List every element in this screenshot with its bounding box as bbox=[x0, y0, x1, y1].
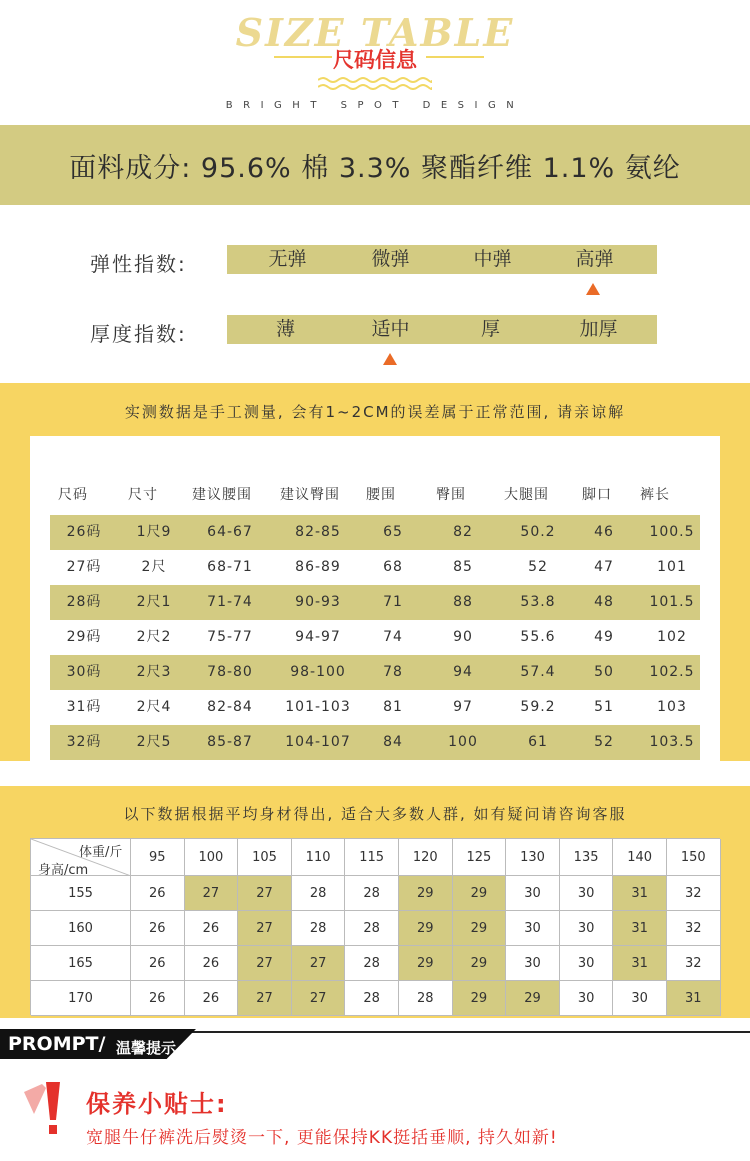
table-cell: 51 bbox=[594, 699, 614, 715]
table-cell: 1尺9 bbox=[136, 524, 172, 540]
elasticity-option: 高弹 bbox=[575, 248, 614, 270]
elasticity-option: 微弹 bbox=[371, 248, 410, 270]
size-recommendation-cell: 30 bbox=[560, 876, 614, 911]
weight-header-cell: 130 bbox=[506, 839, 560, 876]
height-row-header: 160 bbox=[31, 911, 131, 946]
table-cell: 2尺2 bbox=[136, 629, 172, 645]
size-recommendation-cell: 26 bbox=[131, 911, 185, 946]
thickness-option: 适中 bbox=[371, 318, 410, 340]
size-recommendation-cell: 31 bbox=[667, 981, 721, 1016]
size-recommendation-cell: 31 bbox=[613, 876, 667, 911]
table-cell: 101-103 bbox=[285, 699, 351, 715]
table-cell: 53.8 bbox=[520, 594, 556, 610]
table-row bbox=[50, 585, 700, 620]
column-header: 建议臀围 bbox=[280, 487, 340, 503]
size-recommendation-cell: 31 bbox=[613, 911, 667, 946]
weight-header-cell: 150 bbox=[667, 839, 721, 876]
size-table-title: SIZE TABLE bbox=[235, 10, 515, 55]
size-recommendation-cell: 27 bbox=[292, 946, 346, 981]
table-cell: 2尺5 bbox=[136, 734, 172, 750]
weight-header-cell: 100 bbox=[185, 839, 239, 876]
wave-decoration bbox=[318, 76, 432, 90]
weight-header-cell: 105 bbox=[238, 839, 292, 876]
table-cell: 97 bbox=[453, 699, 473, 715]
table-cell: 78 bbox=[383, 664, 403, 680]
table-cell: 47 bbox=[594, 559, 614, 575]
table-cell: 74 bbox=[383, 629, 403, 645]
table-cell: 98-100 bbox=[290, 664, 346, 680]
weight-header-cell: 125 bbox=[453, 839, 507, 876]
column-header: 裤长 bbox=[640, 487, 670, 503]
care-tips-text: 宽腿牛仔裤洗后熨烫一下, 更能保持KK挺括垂顺, 持久如新! bbox=[86, 1128, 558, 1148]
size-recommendation-cell: 27 bbox=[292, 981, 346, 1016]
size-table-header bbox=[50, 478, 700, 513]
size-info-subtitle: 尺码信息 bbox=[333, 48, 417, 72]
table-cell: 85-87 bbox=[207, 734, 253, 750]
table-cell: 90-93 bbox=[295, 594, 341, 610]
table-cell: 81 bbox=[383, 699, 403, 715]
table-row bbox=[50, 690, 700, 725]
table-cell: 68 bbox=[383, 559, 403, 575]
height-row-header: 170 bbox=[31, 981, 131, 1016]
column-header: 脚口 bbox=[582, 487, 612, 503]
table-cell: 52 bbox=[594, 734, 614, 750]
header bbox=[0, 0, 750, 125]
elasticity-indicator-arrow bbox=[586, 283, 600, 295]
size-recommendation-cell: 29 bbox=[399, 946, 453, 981]
size-recommendation-cell: 27 bbox=[238, 911, 292, 946]
fabric-composition: 面料成分: 95.6% 棉 3.3% 聚酯纤维 1.1% 氨纶 bbox=[0, 125, 750, 205]
thickness-option: 加厚 bbox=[579, 318, 618, 340]
table-cell: 100 bbox=[448, 734, 478, 750]
exclamation-icon bbox=[20, 1080, 70, 1140]
prompt-heading-cn: 温馨提示 bbox=[116, 1039, 177, 1057]
table-cell: 57.4 bbox=[520, 664, 556, 680]
height-row-header: 155 bbox=[31, 876, 131, 911]
size-recommendation-cell: 30 bbox=[560, 946, 614, 981]
table-cell: 55.6 bbox=[520, 629, 556, 645]
size-recommendation-cell: 27 bbox=[238, 876, 292, 911]
table-row bbox=[50, 655, 700, 690]
size-recommendation-cell: 29 bbox=[453, 876, 507, 911]
table-cell: 90 bbox=[453, 629, 473, 645]
weight-header-cell: 110 bbox=[292, 839, 346, 876]
size-recommendation-cell: 26 bbox=[185, 981, 239, 1016]
table-cell: 50 bbox=[594, 664, 614, 680]
elasticity-scale bbox=[227, 245, 657, 274]
size-recommendation-cell: 29 bbox=[453, 946, 507, 981]
table-cell: 65 bbox=[383, 524, 403, 540]
size-recommendation-cell: 29 bbox=[399, 876, 453, 911]
table-cell: 48 bbox=[594, 594, 614, 610]
weight-header-cell: 115 bbox=[345, 839, 399, 876]
table-cell: 94 bbox=[453, 664, 473, 680]
size-recommendation-cell: 26 bbox=[185, 911, 239, 946]
table-cell: 84 bbox=[383, 734, 403, 750]
table-cell: 104-107 bbox=[285, 734, 351, 750]
weight-header-cell: 140 bbox=[613, 839, 667, 876]
table-cell: 85 bbox=[453, 559, 473, 575]
column-header: 腰围 bbox=[366, 487, 396, 503]
table-cell: 64-67 bbox=[207, 524, 253, 540]
fit-guide-table bbox=[30, 838, 720, 1015]
column-header: 大腿围 bbox=[504, 487, 549, 503]
table-cell: 103 bbox=[657, 699, 687, 715]
table-cell: 2尺3 bbox=[136, 664, 172, 680]
table-cell: 102.5 bbox=[649, 664, 695, 680]
table-cell: 61 bbox=[528, 734, 548, 750]
table-row bbox=[50, 725, 700, 760]
table-cell: 103.5 bbox=[649, 734, 695, 750]
table-cell: 94-97 bbox=[295, 629, 341, 645]
table-cell: 30码 bbox=[66, 664, 102, 680]
table-cell: 82 bbox=[453, 524, 473, 540]
height-axis-label: 身高/cm bbox=[38, 863, 89, 878]
table-cell: 59.2 bbox=[520, 699, 556, 715]
size-recommendation-cell: 29 bbox=[453, 911, 507, 946]
size-recommendation-cell: 26 bbox=[131, 946, 185, 981]
table-cell: 50.2 bbox=[520, 524, 556, 540]
weight-header-cell: 95 bbox=[131, 839, 185, 876]
weight-header-cell: 135 bbox=[560, 839, 614, 876]
column-header: 尺寸 bbox=[128, 487, 158, 503]
table-cell: 101 bbox=[657, 559, 687, 575]
table-cell: 49 bbox=[594, 629, 614, 645]
table-cell: 71-74 bbox=[207, 594, 253, 610]
size-recommendation-cell: 30 bbox=[506, 876, 560, 911]
column-header: 尺码 bbox=[58, 487, 88, 503]
thickness-option: 厚 bbox=[480, 318, 500, 340]
size-recommendation-cell: 29 bbox=[399, 911, 453, 946]
column-header: 臀围 bbox=[436, 487, 466, 503]
fit-guide-note: 以下数据根据平均身材得出, 适合大多数人群, 如有疑问请咨询客服 bbox=[123, 805, 627, 823]
size-recommendation-cell: 30 bbox=[506, 946, 560, 981]
table-cell: 26码 bbox=[66, 524, 102, 540]
size-recommendation-cell: 28 bbox=[345, 911, 399, 946]
table-cell: 68-71 bbox=[207, 559, 253, 575]
brand-tagline: BRIGHT SPOT DESIGN bbox=[225, 100, 525, 111]
size-recommendation-cell: 28 bbox=[292, 876, 346, 911]
prompt-heading-en: PROMPT/ bbox=[8, 1033, 106, 1055]
table-row bbox=[50, 550, 700, 585]
table-cell: 82-85 bbox=[295, 524, 341, 540]
table-row bbox=[50, 620, 700, 655]
size-recommendation-cell: 30 bbox=[613, 981, 667, 1016]
size-recommendation-cell: 27 bbox=[238, 981, 292, 1016]
size-recommendation-cell: 28 bbox=[399, 981, 453, 1016]
size-recommendation-cell: 26 bbox=[131, 981, 185, 1016]
weight-axis-label: 体重/斤 bbox=[79, 845, 123, 860]
table-cell: 78-80 bbox=[207, 664, 253, 680]
table-cell: 86-89 bbox=[295, 559, 341, 575]
thickness-scale bbox=[227, 315, 657, 344]
elasticity-label: 弹性指数: bbox=[90, 252, 187, 276]
table-cell: 2尺 bbox=[141, 559, 167, 575]
size-recommendation-cell: 26 bbox=[131, 876, 185, 911]
care-tips-title: 保养小贴士: bbox=[86, 1090, 228, 1118]
size-recommendation-cell: 27 bbox=[185, 876, 239, 911]
table-cell: 52 bbox=[528, 559, 548, 575]
size-recommendation-cell: 32 bbox=[667, 911, 721, 946]
height-row-header: 165 bbox=[31, 946, 131, 981]
table-cell: 101.5 bbox=[649, 594, 695, 610]
size-recommendation-cell: 27 bbox=[238, 946, 292, 981]
table-cell: 29码 bbox=[66, 629, 102, 645]
table-cell: 100.5 bbox=[649, 524, 695, 540]
table-row bbox=[50, 515, 700, 550]
thickness-indicator-arrow bbox=[383, 353, 397, 365]
column-header: 建议腰围 bbox=[192, 487, 252, 503]
size-recommendation-cell: 30 bbox=[560, 981, 614, 1016]
table-cell: 75-77 bbox=[207, 629, 253, 645]
thickness-option: 薄 bbox=[275, 318, 295, 340]
size-recommendation-cell: 32 bbox=[667, 876, 721, 911]
elasticity-option: 无弹 bbox=[268, 248, 307, 270]
table-cell: 46 bbox=[594, 524, 614, 540]
size-recommendation-cell: 32 bbox=[667, 946, 721, 981]
measurement-note: 实测数据是手工测量, 会有1~2CM的误差属于正常范围, 请亲谅解 bbox=[124, 403, 626, 421]
size-recommendation-cell: 29 bbox=[453, 981, 507, 1016]
table-cell: 82-84 bbox=[207, 699, 253, 715]
size-recommendation-cell: 30 bbox=[506, 911, 560, 946]
table-cell: 32码 bbox=[66, 734, 102, 750]
table-cell: 2尺4 bbox=[136, 699, 172, 715]
table-cell: 102 bbox=[657, 629, 687, 645]
size-recommendation-cell: 26 bbox=[185, 946, 239, 981]
table-cell: 2尺1 bbox=[136, 594, 172, 610]
size-recommendation-cell: 28 bbox=[292, 911, 346, 946]
weight-header-cell: 120 bbox=[399, 839, 453, 876]
size-recommendation-cell: 30 bbox=[560, 911, 614, 946]
table-cell: 31码 bbox=[66, 699, 102, 715]
table-cell: 27码 bbox=[66, 559, 102, 575]
table-cell: 71 bbox=[383, 594, 403, 610]
size-recommendation-cell: 28 bbox=[345, 876, 399, 911]
corner-header-cell bbox=[31, 839, 131, 876]
size-recommendation-cell: 28 bbox=[345, 946, 399, 981]
table-cell: 28码 bbox=[66, 594, 102, 610]
table-cell: 88 bbox=[453, 594, 473, 610]
size-recommendation-cell: 29 bbox=[506, 981, 560, 1016]
elasticity-option: 中弹 bbox=[473, 248, 512, 270]
size-recommendation-cell: 28 bbox=[345, 981, 399, 1016]
thickness-label: 厚度指数: bbox=[90, 322, 187, 346]
size-recommendation-cell: 31 bbox=[613, 946, 667, 981]
